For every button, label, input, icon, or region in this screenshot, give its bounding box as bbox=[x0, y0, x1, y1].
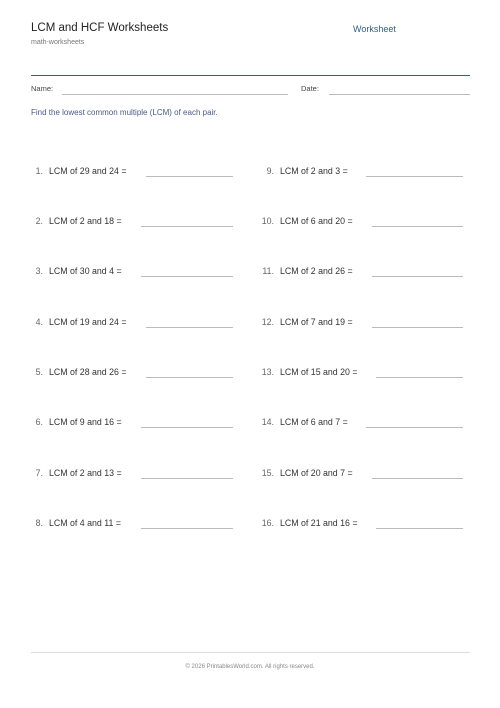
problem-text: LCM of 6 and 7 = bbox=[280, 417, 348, 427]
student-fields bbox=[31, 84, 470, 98]
problem-number: 4. bbox=[35, 317, 43, 327]
problem-number: 5. bbox=[35, 367, 43, 377]
problem-item bbox=[31, 216, 122, 230]
problem-number: 2. bbox=[35, 216, 43, 226]
problem-number: 3. bbox=[35, 266, 43, 276]
problem-number: 10. bbox=[261, 216, 274, 226]
header-divider bbox=[31, 75, 470, 76]
problem-item bbox=[31, 417, 122, 431]
answer-line[interactable] bbox=[366, 176, 463, 177]
problem-text: LCM of 21 and 16 = bbox=[280, 518, 358, 528]
date-label: Date: bbox=[301, 84, 319, 93]
answer-line[interactable] bbox=[376, 528, 463, 529]
page-title: LCM and HCF Worksheets bbox=[31, 22, 169, 34]
footer-text: © 2026 PrintablesWorld.com. All rights reserved. bbox=[185, 664, 315, 670]
problem-text: LCM of 2 and 13 = bbox=[49, 468, 122, 478]
problem-item bbox=[256, 367, 358, 381]
problem-number: 1. bbox=[35, 166, 43, 176]
problem-text: LCM of 19 and 24 = bbox=[49, 317, 127, 327]
date-field[interactable] bbox=[329, 94, 470, 95]
answer-line[interactable] bbox=[366, 427, 463, 428]
answer-line[interactable] bbox=[372, 226, 463, 227]
problem-number: 7. bbox=[35, 468, 43, 478]
answer-line[interactable] bbox=[376, 377, 463, 378]
name-label: Name: bbox=[31, 84, 54, 93]
answer-line[interactable] bbox=[146, 176, 233, 177]
problem-item bbox=[256, 166, 348, 180]
problem-text: LCM of 2 and 3 = bbox=[280, 166, 348, 176]
problem-item bbox=[31, 468, 122, 482]
problem-item bbox=[31, 317, 127, 331]
problem-text: LCM of 20 and 7 = bbox=[280, 468, 353, 478]
answer-line[interactable] bbox=[372, 478, 463, 479]
problem-text: LCM of 29 and 24 = bbox=[49, 166, 127, 176]
answer-line[interactable] bbox=[141, 276, 233, 277]
problem-item bbox=[256, 417, 348, 431]
problem-text: LCM of 4 and 11 = bbox=[49, 518, 121, 528]
worksheet-tag: Worksheet bbox=[353, 24, 396, 34]
problem-item bbox=[31, 166, 127, 180]
problem-text: LCM of 30 and 4 = bbox=[49, 266, 122, 276]
problem-text: LCM of 15 and 20 = bbox=[280, 367, 358, 377]
problem-item bbox=[31, 518, 121, 532]
answer-line[interactable] bbox=[141, 528, 233, 529]
problem-number: 12. bbox=[261, 317, 274, 327]
footer-divider bbox=[31, 652, 470, 653]
page-subtitle: math-worksheets bbox=[31, 39, 85, 46]
problem-number: 9. bbox=[266, 166, 274, 176]
instructions-text: Find the lowest common multiple (LCM) of each pair. bbox=[31, 108, 218, 117]
problem-number: 14. bbox=[261, 417, 274, 427]
problem-text: LCM of 2 and 26 = bbox=[280, 266, 353, 276]
problem-text: LCM of 2 and 18 = bbox=[49, 216, 122, 226]
problem-number: 15. bbox=[261, 468, 274, 478]
problem-text: LCM of 28 and 26 = bbox=[49, 367, 127, 377]
problem-item bbox=[31, 266, 122, 280]
problem-number: 6. bbox=[35, 417, 43, 427]
answer-line[interactable] bbox=[146, 377, 233, 378]
problem-text: LCM of 9 and 16 = bbox=[49, 417, 122, 427]
problem-text: LCM of 7 and 19 = bbox=[280, 317, 353, 327]
problem-item bbox=[31, 367, 127, 381]
answer-line[interactable] bbox=[372, 276, 463, 277]
problem-text: LCM of 6 and 20 = bbox=[280, 216, 353, 226]
problem-item bbox=[256, 216, 353, 230]
problem-item bbox=[256, 317, 353, 331]
answer-line[interactable] bbox=[141, 427, 233, 428]
problem-item bbox=[256, 266, 353, 280]
problem-number: 8. bbox=[35, 518, 43, 528]
problem-item bbox=[256, 468, 353, 482]
answer-line[interactable] bbox=[372, 327, 463, 328]
problem-number: 11. bbox=[262, 266, 274, 276]
problem-number: 13. bbox=[261, 367, 274, 377]
problem-number: 16. bbox=[261, 518, 274, 528]
problem-item bbox=[256, 518, 358, 532]
answer-line[interactable] bbox=[141, 226, 233, 227]
answer-line[interactable] bbox=[141, 478, 233, 479]
answer-line[interactable] bbox=[146, 327, 233, 328]
name-field[interactable] bbox=[62, 94, 288, 95]
